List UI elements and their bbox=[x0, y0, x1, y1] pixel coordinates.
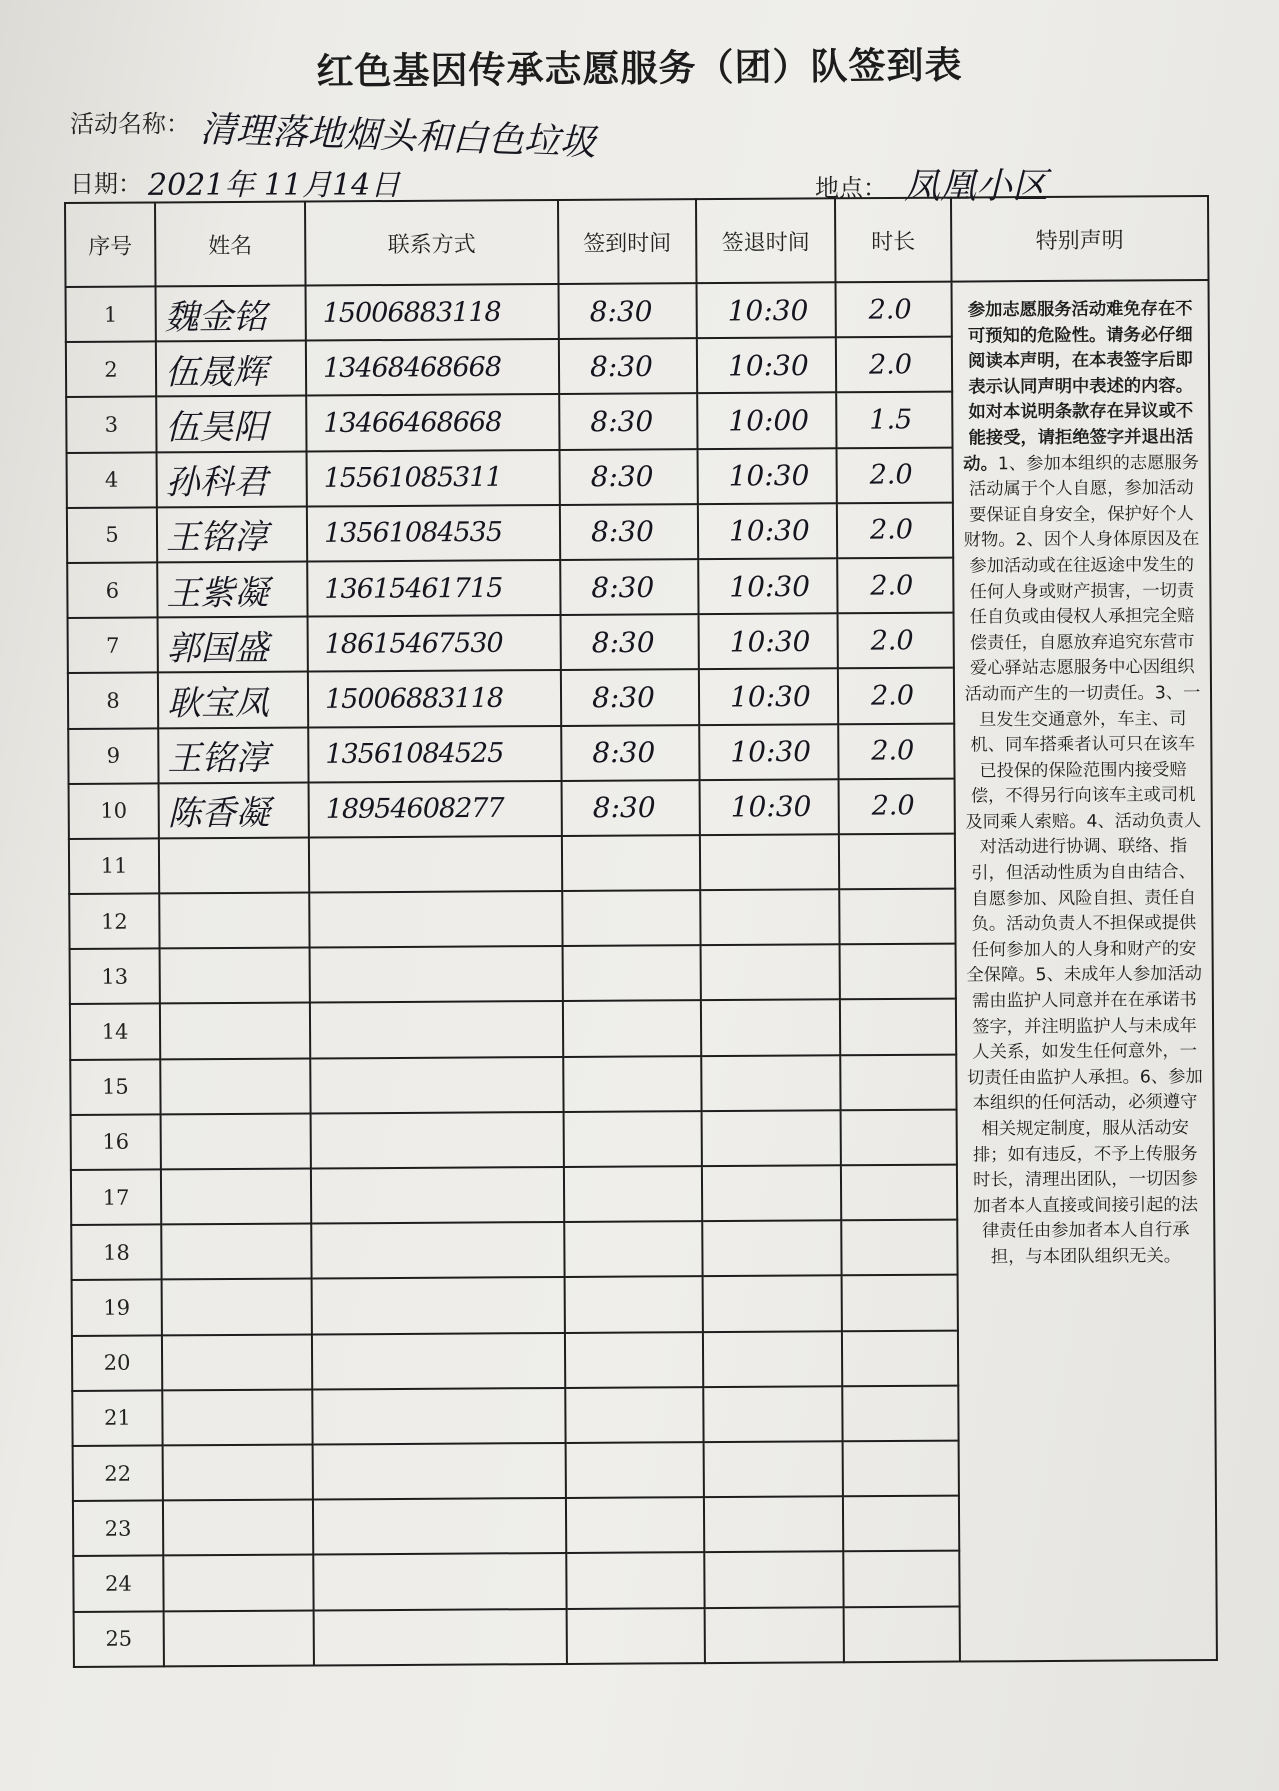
signer-name: 王铭淳 bbox=[167, 738, 270, 779]
sign-in-time-cell bbox=[565, 1332, 703, 1388]
row-number: 20 bbox=[72, 1335, 162, 1391]
sign-in-time-cell bbox=[565, 1276, 703, 1332]
sign-out-time: 10:00 bbox=[728, 403, 810, 438]
signer-name-cell bbox=[163, 1555, 313, 1611]
signer-name-cell bbox=[160, 1058, 310, 1114]
duration-cell bbox=[838, 723, 954, 779]
sign-in-table bbox=[64, 195, 1218, 1668]
sign-in-time-cell bbox=[560, 504, 698, 560]
contact-phone: 15006883118 bbox=[324, 682, 504, 715]
sign-out-time: 10:30 bbox=[729, 624, 811, 659]
row-number: 15 bbox=[70, 1059, 160, 1115]
duration: 2.0 bbox=[871, 735, 915, 767]
sign-in-time: 8:30 bbox=[589, 349, 654, 384]
row-number: 4 bbox=[67, 452, 157, 508]
duration-cell bbox=[843, 1440, 959, 1496]
sign-in-time-cell bbox=[566, 1552, 704, 1608]
col-header-no: 序号 bbox=[65, 202, 156, 287]
activity-value: 清理落地烟头和白色垃圾 bbox=[199, 109, 597, 164]
contact-phone-cell bbox=[313, 1443, 566, 1500]
table-row bbox=[66, 280, 1209, 342]
duration-cell bbox=[837, 558, 953, 614]
contact-phone-cell bbox=[309, 781, 562, 838]
contact-phone-cell bbox=[307, 450, 560, 507]
sign-in-time-cell bbox=[561, 669, 699, 725]
duration-cell bbox=[837, 502, 953, 558]
contact-phone-cell bbox=[308, 725, 561, 782]
signer-name-cell bbox=[159, 782, 309, 838]
sign-out-time: 10:30 bbox=[730, 790, 812, 824]
duration: 2.0 bbox=[868, 293, 912, 326]
col-header-name: 姓名 bbox=[155, 202, 306, 287]
duration-cell bbox=[844, 1606, 960, 1662]
sign-in-time-cell bbox=[564, 1166, 702, 1222]
row-number: 11 bbox=[69, 838, 159, 894]
signer-name-cell bbox=[157, 561, 307, 617]
contact-phone-cell bbox=[306, 394, 559, 451]
sign-out-time-cell bbox=[698, 558, 837, 614]
signer-name-cell bbox=[161, 1113, 311, 1169]
date-label: 日期： bbox=[70, 170, 142, 198]
sign-out-time: 10:30 bbox=[727, 293, 809, 328]
signer-name-cell bbox=[157, 506, 307, 562]
signer-name-cell bbox=[161, 1224, 311, 1280]
signer-name: 伍晟辉 bbox=[164, 352, 268, 393]
signer-name: 郭国盛 bbox=[166, 627, 269, 669]
duration: 2.0 bbox=[870, 569, 914, 602]
contact-phone: 15561085311 bbox=[323, 461, 502, 495]
duration-cell bbox=[840, 1054, 956, 1110]
sign-in-time-cell bbox=[564, 1111, 702, 1167]
row-number: 7 bbox=[68, 618, 158, 674]
signer-name-cell bbox=[162, 1389, 312, 1445]
sign-out-time-cell bbox=[700, 889, 839, 945]
signer-name: 王紫凝 bbox=[166, 572, 269, 614]
date-value: 2021年 11月14日 bbox=[148, 168, 401, 203]
signer-name-cell bbox=[158, 672, 308, 728]
sign-out-time-cell bbox=[704, 1552, 843, 1608]
special-notice bbox=[952, 280, 1217, 1661]
sign-in-time-cell bbox=[563, 1056, 701, 1112]
contact-phone-cell bbox=[311, 1222, 564, 1279]
contact-phone: 13466468668 bbox=[323, 406, 502, 439]
contact-phone-cell bbox=[311, 1167, 564, 1224]
col-header-sign-in-time: 签到时间 bbox=[558, 199, 697, 284]
sign-out-time-cell bbox=[699, 724, 838, 780]
row-number: 16 bbox=[71, 1114, 161, 1170]
sign-out-time-cell bbox=[701, 945, 840, 1001]
signer-name: 陈香凝 bbox=[167, 793, 270, 835]
sign-in-time-cell bbox=[560, 559, 698, 615]
signer-name-cell bbox=[161, 1169, 311, 1225]
sign-out-time-cell bbox=[704, 1496, 843, 1552]
contact-phone-cell bbox=[314, 1608, 567, 1665]
contact-phone-cell bbox=[309, 891, 562, 948]
contact-phone-cell bbox=[308, 615, 561, 672]
row-number: 6 bbox=[67, 562, 157, 618]
duration: 2.0 bbox=[870, 680, 915, 712]
signer-name: 伍昊阳 bbox=[165, 407, 268, 448]
sign-in-time-cell bbox=[559, 394, 697, 450]
contact-phone-cell bbox=[312, 1333, 565, 1390]
contact-phone-cell bbox=[310, 1057, 563, 1114]
contact-phone: 13615461715 bbox=[324, 572, 503, 605]
contact-phone-cell bbox=[312, 1388, 565, 1445]
sign-in-time-cell bbox=[562, 780, 700, 836]
sign-in-time-cell bbox=[559, 283, 697, 339]
duration-cell bbox=[836, 392, 952, 448]
contact-phone: 18954608277 bbox=[325, 793, 504, 826]
duration-cell bbox=[838, 613, 954, 669]
duration: 2.0 bbox=[869, 459, 913, 491]
page-title: 红色基因传承志愿服务（团）队签到表 bbox=[316, 42, 963, 94]
duration: 2.0 bbox=[871, 790, 915, 822]
duration-cell bbox=[838, 668, 954, 724]
col-header-sign-out-time: 签退时间 bbox=[696, 198, 836, 283]
duration-cell bbox=[842, 1385, 958, 1441]
sign-out-time: 10:30 bbox=[727, 348, 809, 383]
sign-out-time-cell bbox=[702, 1220, 841, 1276]
duration-cell bbox=[842, 1330, 958, 1386]
sign-in-time: 8:30 bbox=[591, 680, 656, 715]
duration-cell bbox=[841, 1109, 957, 1165]
sign-out-time-cell bbox=[697, 282, 836, 338]
location-label: 地点： bbox=[815, 174, 887, 202]
duration-cell bbox=[839, 833, 955, 889]
sign-out-time-cell bbox=[698, 503, 837, 559]
sign-in-time-cell bbox=[560, 449, 698, 505]
signer-name-cell bbox=[160, 1003, 310, 1059]
signer-name: 耿宝凤 bbox=[166, 683, 270, 724]
duration-cell bbox=[840, 999, 956, 1055]
duration-cell bbox=[843, 1496, 959, 1552]
contact-phone-cell bbox=[308, 670, 561, 727]
signer-name: 魏金铭 bbox=[164, 296, 267, 338]
row-number: 5 bbox=[67, 507, 157, 563]
sign-in-time-cell bbox=[566, 1442, 704, 1498]
signer-name-cell bbox=[159, 837, 309, 893]
sign-in-time-cell bbox=[564, 1221, 702, 1277]
sign-in-time: 8:30 bbox=[590, 404, 654, 439]
sign-in-time: 8:30 bbox=[590, 460, 654, 494]
duration-cell bbox=[839, 778, 955, 834]
sign-out-time-cell bbox=[702, 1110, 841, 1166]
row-number: 12 bbox=[69, 893, 159, 949]
contact-phone-cell bbox=[311, 1112, 564, 1169]
duration-cell bbox=[841, 1165, 957, 1221]
contact-phone: 13561084535 bbox=[323, 517, 503, 550]
row-number: 21 bbox=[72, 1390, 162, 1446]
col-header-duration: 时长 bbox=[835, 198, 952, 283]
row-number: 23 bbox=[73, 1501, 163, 1557]
sign-in-time-cell bbox=[562, 835, 700, 891]
sign-out-time-cell bbox=[700, 779, 839, 835]
signer-name-cell bbox=[157, 451, 307, 507]
sign-out-time-cell bbox=[702, 1165, 841, 1221]
location-value: 凤凰小区 bbox=[904, 166, 1049, 207]
sign-out-time-cell bbox=[701, 1055, 840, 1111]
sign-in-time-cell bbox=[563, 1001, 701, 1057]
contact-phone: 15006883118 bbox=[322, 296, 501, 329]
sign-in-time-cell bbox=[565, 1387, 703, 1443]
contact-phone: 13561084525 bbox=[325, 737, 504, 771]
sign-in-time: 8:30 bbox=[589, 294, 653, 328]
row-number: 18 bbox=[71, 1225, 161, 1281]
sign-in-time: 8:30 bbox=[592, 791, 656, 825]
row-number: 22 bbox=[73, 1445, 163, 1501]
sign-out-time-cell bbox=[700, 834, 839, 890]
contact-phone: 13468468668 bbox=[322, 351, 502, 384]
duration: 2.0 bbox=[868, 349, 913, 381]
signer-name-cell bbox=[159, 893, 309, 949]
sign-out-time: 10:30 bbox=[728, 459, 810, 493]
sign-out-time: 10:30 bbox=[729, 569, 811, 603]
contact-phone-cell bbox=[306, 339, 559, 396]
contact-phone-cell bbox=[307, 505, 560, 562]
sign-out-time-cell bbox=[697, 337, 836, 393]
sign-out-time-cell bbox=[701, 1000, 840, 1056]
duration-cell bbox=[839, 889, 955, 945]
sign-out-time-cell bbox=[699, 613, 838, 669]
row-number: 2 bbox=[66, 342, 156, 398]
sign-out-time-cell bbox=[703, 1276, 842, 1332]
duration: 1.5 bbox=[869, 404, 913, 436]
signer-name-cell bbox=[163, 1500, 313, 1556]
duration-cell bbox=[843, 1551, 959, 1607]
col-header-notice: 特别声明 bbox=[951, 196, 1209, 282]
sign-out-time-cell bbox=[698, 448, 837, 504]
signer-name-cell bbox=[158, 727, 308, 783]
sign-in-time-cell bbox=[559, 338, 697, 394]
sign-out-time: 10:30 bbox=[730, 735, 812, 769]
signer-name: 王铭淳 bbox=[165, 517, 269, 559]
signer-name-cell bbox=[160, 948, 310, 1004]
row-number: 10 bbox=[69, 783, 159, 839]
row-number: 9 bbox=[68, 728, 158, 784]
sign-in-time: 8:30 bbox=[591, 570, 655, 604]
signer-name-cell bbox=[162, 1279, 312, 1335]
duration: 2.0 bbox=[870, 625, 914, 657]
signer-name-cell bbox=[158, 617, 308, 673]
duration-cell bbox=[837, 447, 953, 503]
sign-out-time: 10:30 bbox=[729, 679, 811, 714]
sign-in-time: 8:30 bbox=[590, 515, 655, 549]
notice-lead-text: 参加志愿服务活动难免存在不可预知的危险性。请务必仔细阅读本声明，在本表签字后即表示认同声明中表述的内容。如对本说明条款存在异议或不能接受，请拒绝签字并退出活动。 bbox=[963, 299, 1194, 475]
duration-cell bbox=[841, 1220, 957, 1276]
row-number: 14 bbox=[70, 1004, 160, 1060]
sign-in-time: 8:30 bbox=[592, 735, 656, 770]
contact-phone-cell bbox=[312, 1277, 565, 1334]
sign-in-time: 8:30 bbox=[591, 625, 655, 660]
row-number: 1 bbox=[66, 286, 156, 342]
signer-name-cell bbox=[163, 1444, 313, 1500]
sign-in-time-cell bbox=[561, 614, 699, 670]
sign-in-time-cell bbox=[567, 1608, 705, 1664]
signer-name-cell bbox=[156, 341, 306, 397]
col-header-contact: 联系方式 bbox=[305, 200, 559, 286]
sign-out-time-cell bbox=[703, 1386, 842, 1442]
row-number: 13 bbox=[70, 949, 160, 1005]
table-header-row bbox=[65, 196, 1208, 287]
contact-phone-cell bbox=[313, 1498, 566, 1555]
contact-phone: 18615467530 bbox=[324, 627, 503, 660]
sign-in-time-cell bbox=[563, 945, 701, 1001]
row-number: 25 bbox=[74, 1611, 164, 1667]
duration-cell bbox=[836, 337, 952, 393]
sign-out-time-cell bbox=[697, 393, 836, 449]
contact-phone-cell bbox=[313, 1553, 566, 1610]
notice-body-text: 1、参加本组织的志愿服务活动属于个人自愿，参加活动要保证自身安全，保护好个人财物。2、因个人身体原因及在参加活动或在往返途中发生的任何人身或财产损害，一切责任自负或由侵权人承担完全赔偿责任，自愿放弃追究东营市爱心驿站志愿服务中心因组织活动而产生的一切责任。3、一旦发生交通意外，车主、司机、同车搭乘者认可只在该车已投保的保险范围内接受赔偿，不得另行向该车主或司机及同乘人索赔。4、活动负责人对活动进行协调、联络、指引，但活动性质为自由结合、自愿参加、风险自担、责任自负。活动负责人不担保或提供任何参加人的人身和财产的安全保障。5、未成年人参加活动需由监护人同意并在在承诺书签字，并注明监护人与未成年人关系，如发生任何意外，一切责任由监护人承担。6、参加本组织的任何活动，必须遵守相关规定制度，服从活动安排；如有违反，不予上传服务时长，清理出团队，一切因参加者本人直接或间接引起的法律责任由参加者本人自行承担，与本团队组织无关。 bbox=[963, 452, 1203, 1268]
signer-name-cell bbox=[156, 396, 306, 452]
sign-in-time-cell bbox=[566, 1497, 704, 1553]
signer-name-cell bbox=[156, 286, 306, 342]
sign-out-time-cell bbox=[704, 1441, 843, 1497]
sign-out-time-cell bbox=[703, 1331, 842, 1387]
sign-out-time: 10:30 bbox=[728, 514, 810, 548]
signer-name: 孙科君 bbox=[165, 462, 268, 504]
contact-phone-cell bbox=[310, 946, 563, 1003]
row-number: 3 bbox=[66, 397, 156, 453]
contact-phone-cell bbox=[306, 284, 559, 341]
signer-name-cell bbox=[164, 1610, 314, 1666]
sign-in-time-cell bbox=[561, 725, 699, 781]
row-number: 24 bbox=[73, 1556, 163, 1612]
contact-phone-cell bbox=[309, 836, 562, 893]
row-number: 19 bbox=[72, 1280, 162, 1336]
duration-cell bbox=[836, 282, 952, 338]
duration-cell bbox=[840, 944, 956, 1000]
row-number: 17 bbox=[71, 1169, 161, 1225]
contact-phone-cell bbox=[307, 560, 560, 617]
duration-cell bbox=[842, 1275, 958, 1331]
activity-label: 活动名称： bbox=[70, 110, 190, 138]
sign-in-time-cell bbox=[562, 890, 700, 946]
sign-out-time-cell bbox=[699, 669, 838, 725]
signer-name-cell bbox=[162, 1334, 312, 1390]
contact-phone-cell bbox=[310, 1001, 563, 1058]
sign-out-time-cell bbox=[705, 1607, 844, 1663]
row-number: 8 bbox=[68, 673, 158, 729]
duration: 2.0 bbox=[869, 514, 914, 546]
